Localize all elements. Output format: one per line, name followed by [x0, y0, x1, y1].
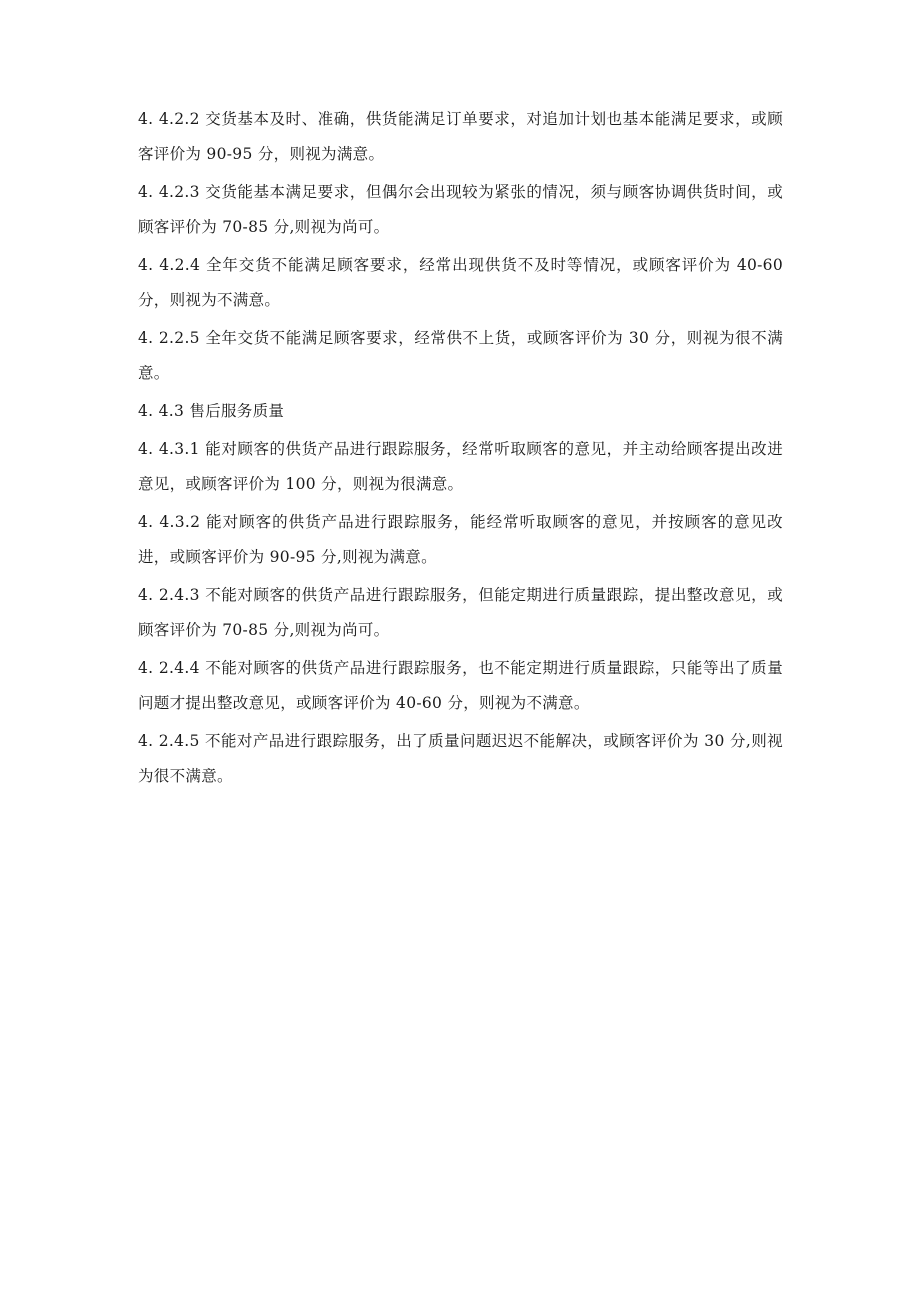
paragraph-4-2-4-5: 4. 2.4.5 不能对产品进行跟踪服务，出了质量问题迟迟不能解决，或顾客评价为 30 分,则视为很不满意。	[138, 732, 783, 785]
paragraph-4-4-2-4: 4. 4.2.4 全年交货不能满足顾客要求，经常出现供货不及时等情况，或顾客评价为 40-60 分，则视为不满意。	[138, 256, 783, 309]
section-heading-after-sales-service: 4. 4.3 售后服务质量	[138, 402, 285, 420]
paragraph-4-2-2-5: 4. 2.2.5 全年交货不能满足顾客要求，经常供不上货，或顾客评价为 30 分，则视为很不满意。	[138, 329, 783, 382]
paragraph-4-2-4-3: 4. 2.4.3 不能对顾客的供货产品进行跟踪服务，但能定期进行质量跟踪，提出整改意见，或顾客评价为 70-85 分,则视为尚可。	[138, 586, 783, 639]
paragraph-4-4-3-2: 4. 4.3.2 能对顾客的供货产品进行跟踪服务，能经常听取顾客的意见，并按顾客的意见改进，或顾客评价为 90-95 分,则视为满意。	[138, 513, 783, 566]
document-body	[138, 102, 783, 797]
paragraph-4-4-2-3: 4. 4.2.3 交货能基本满足要求，但偶尔会出现较为紧张的情况，须与顾客协调供货时间，或顾客评价为 70-85 分,则视为尚可。	[138, 183, 783, 236]
paragraph-4-4-3-1: 4. 4.3.1 能对顾客的供货产品进行跟踪服务，经常听取顾客的意见，并主动给顾客提出改进意见，或顾客评价为 100 分，则视为很满意。	[138, 440, 783, 493]
paragraph-4-4-2-2: 4. 4.2.2 交货基本及时、准确，供货能满足订单要求，对追加计划也基本能满足要求，或顾客评价为 90-95 分，则视为满意。	[138, 110, 783, 163]
paragraph-4-2-4-4: 4. 2.4.4 不能对顾客的供货产品进行跟踪服务，也不能定期进行质量跟踪，只能等出了质量问题才提出整改意见，或顾客评价为 40-60 分，则视为不满意。	[138, 659, 783, 712]
